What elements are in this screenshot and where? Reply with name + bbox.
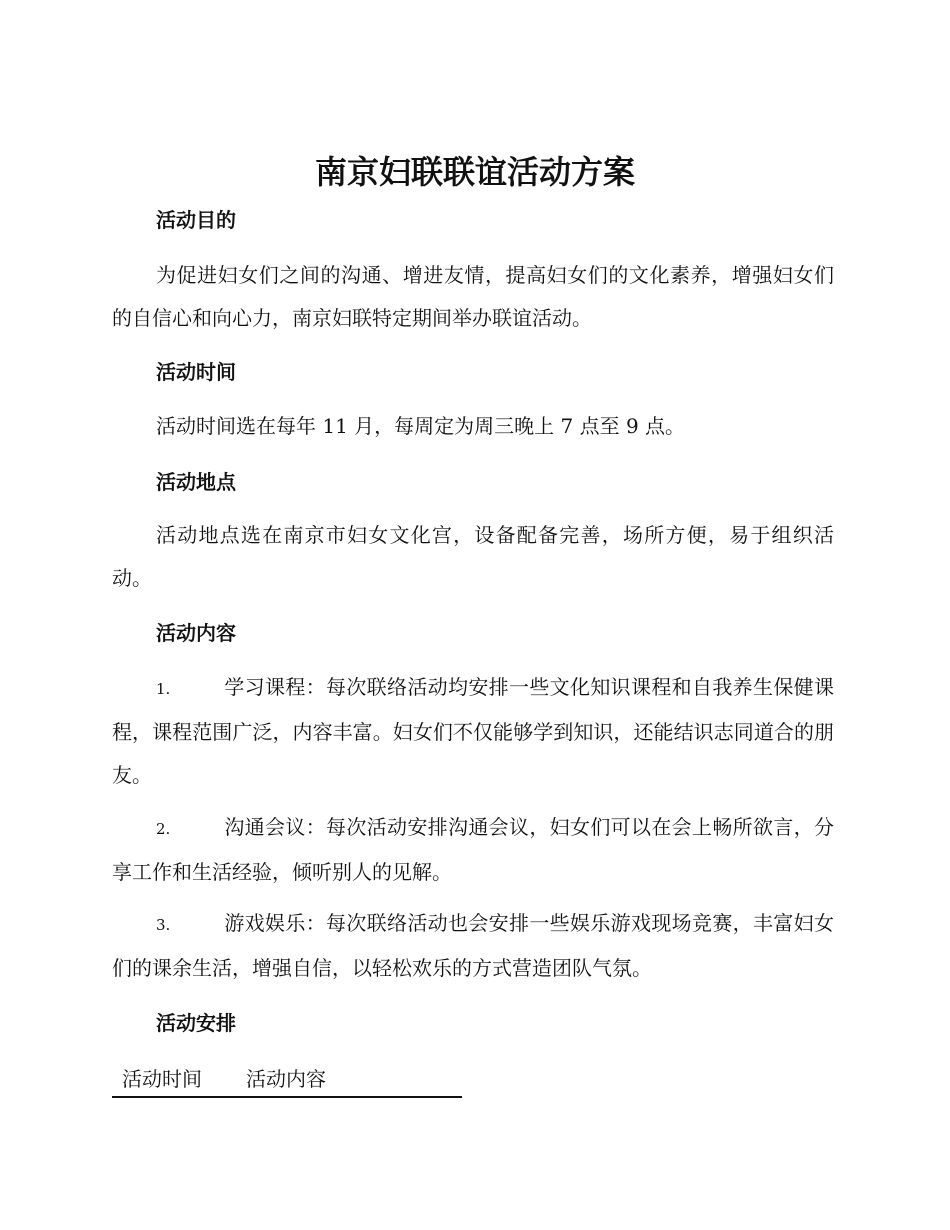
schedule-table-header [112,1062,462,1098]
list-item [112,902,834,990]
section-heading-purpose: 活动目的 [156,208,236,232]
document-title: 南京妇联联谊活动方案 [314,153,635,191]
list-item-text: 学习课程：每次联络活动均安排一些文化知识课程和自我养生保健课程，课程范围广泛，内容丰富。妇女们不仅能够学到知识，还能结识志同道合的朋友。 [112,675,834,787]
list-item-number: 1. [156,680,171,698]
section-heading-content: 活动内容 [156,621,236,645]
list-item [112,666,834,797]
list-item-text: 沟通会议：每次活动安排沟通会议，妇女们可以在会上畅所欲言，分享工作和生活经验，倾听别人的见解。 [112,815,834,884]
section-heading-place: 活动地点 [156,470,236,494]
section-heading-schedule: 活动安排 [156,1011,236,1035]
section-heading-time: 活动时间 [156,360,236,384]
table-header-content: 活动内容 [246,1067,326,1091]
section-text-purpose: 为促进妇女们之间的沟通、增进友情，提高妇女们的文化素养，增强妇女们的自信心和向心力，南京妇联特定期间举办联谊活动。 [112,263,834,330]
list-item-number: 2. [156,820,171,838]
list-item [112,806,834,894]
section-text-place: 活动地点选在南京市妇女文化宫，设备配备完善，场所方便，易于组织活动。 [112,523,834,590]
list-item-number: 3. [156,916,171,934]
list-item-text: 游戏娱乐：每次联络活动也会安排一些娱乐游戏现场竞赛，丰富妇女们的课余生活，增强自信，以轻松欢乐的方式营造团队气氛。 [112,911,834,980]
section-text-time: 活动时间选在每年 11 月，每周定为周三晚上 7 点至 9 点。 [156,414,686,438]
table-header-time: 活动时间 [122,1067,202,1091]
